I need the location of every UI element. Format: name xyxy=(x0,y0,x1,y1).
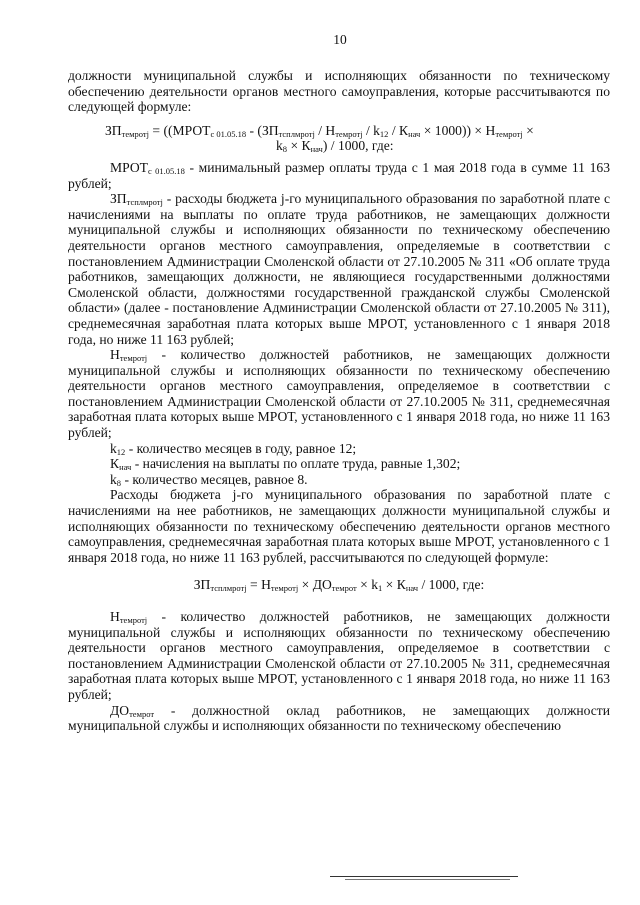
definition-zp-tsplmrot: $ЗП_{тсплмротj}$ - расходы бюджета j-го муниципального образования по заработной плате с начислениями на выплаты по оплате труда работников, не замещающих должности муниципальной службы и исполняющих обязанности по техническому обеспечению деятельности органов местного самоуправления, определяемые в соответствии с постановлением Администрации Смоленской области от 27.10.2005 № 311 «Об оплате труда работников, замещающих должности, не являющиеся государственными должностями Смоленской области, должностями государственной гражданской службы Смоленской области» (далее - постановление Администрации Смоленской области от 27.10.2005 № 311), среднемесячная заработная плата которых выше МРОТ, установленного с 1 января 2018 года, но ниже 11 163 рублей; xyxy=(68,191,610,347)
definition-n-temrot-2: $Н_{темротj}$ - количество должностей работников, не замещающих должности муниципальной службы и исполняющих обязанности по техническому обеспечению деятельности органов местного самоуправления, определяемое в соответствии с постановлением Администрации Смоленской области от 27.10.2005 № 311, среднемесячная заработная плата которых выше МРОТ, установленного с 1 января 2018 года, но ниже 11 163 рублей; xyxy=(68,609,610,702)
definition-mrot: $МРОТ_{с 01.05.18}$ - минимальный размер оплаты труда с 1 мая 2018 года в сумме 11 163 рублей; xyxy=(68,159,610,191)
intro-paragraph: должности муниципальной службы и исполняющих обязанности по техническому обеспечению деятельности органов местного самоуправления, которые рассчитываются по следующей формуле: xyxy=(68,68,610,115)
formula-zp-temrot xyxy=(68,123,610,154)
definition-knach: $К_{нач}$ - начисления на выплаты по оплате труда, равные 1,302; xyxy=(110,456,461,473)
definition-k8: $k_8$ - количество месяцев, равное 8. xyxy=(110,471,308,488)
footer-separator-shadow xyxy=(345,879,510,880)
formula-line-1: $ЗП_{темротj}$ = ($(МРОТ_{с 01.05.18} - (ЗП_{тсплмротj} / Н_{темротj} / k_{12} / К_{нач} \times 1000)) \times Н_{темротj}$ × xyxy=(105,122,534,139)
definition-n-temrot: $Н_{темротj}$ - количество должностей работников, не замещающих должности муниципальной службы и исполняющих обязанности по техническому обеспечению деятельности органов местного самоуправления, определяемое в соответствии с постановлением Администрации Смоленской области от 27.10.2005 № 311, среднемесячная заработная плата которых выше МРОТ, установленного с 1 января 2018 года, но ниже 11 163 рублей; xyxy=(68,347,610,441)
footer-separator xyxy=(330,876,518,877)
definition-k12: $k_{12}$ - количество месяцев в году, равное 12; xyxy=(110,440,357,457)
formula-zp-tsplmrot: $ЗП_{тсплмротj} = Н_{темротj} \times ДО_{темрот} \times k_1 \times К_{нач} / 1000$, где: xyxy=(193,577,485,594)
expenses-paragraph: Расходы бюджета j-го муниципального образования по заработной плате с начислениями на нее работников, не замещающих должности муниципальной службы и исполняющих обязанности по техническому обеспечению деятельности органов местного самоуправления, среднемесячная заработная плата которых выше МРОТ, установленного с 1 января 2018 года, но ниже 11 163 рублей, рассчитываются по следующей формуле: xyxy=(68,487,610,565)
page-number: 10 xyxy=(333,32,347,47)
definition-do-temrot: $ДО_{темрот}$ - должностной оклад работников, не замещающих должности муниципальной службы и исполняющих обязанности по техническому обеспечению xyxy=(68,702,610,734)
document-body xyxy=(68,68,610,734)
formula-line-2: $k_8 \times К_{нач}) / 1000$, где: xyxy=(276,138,394,155)
